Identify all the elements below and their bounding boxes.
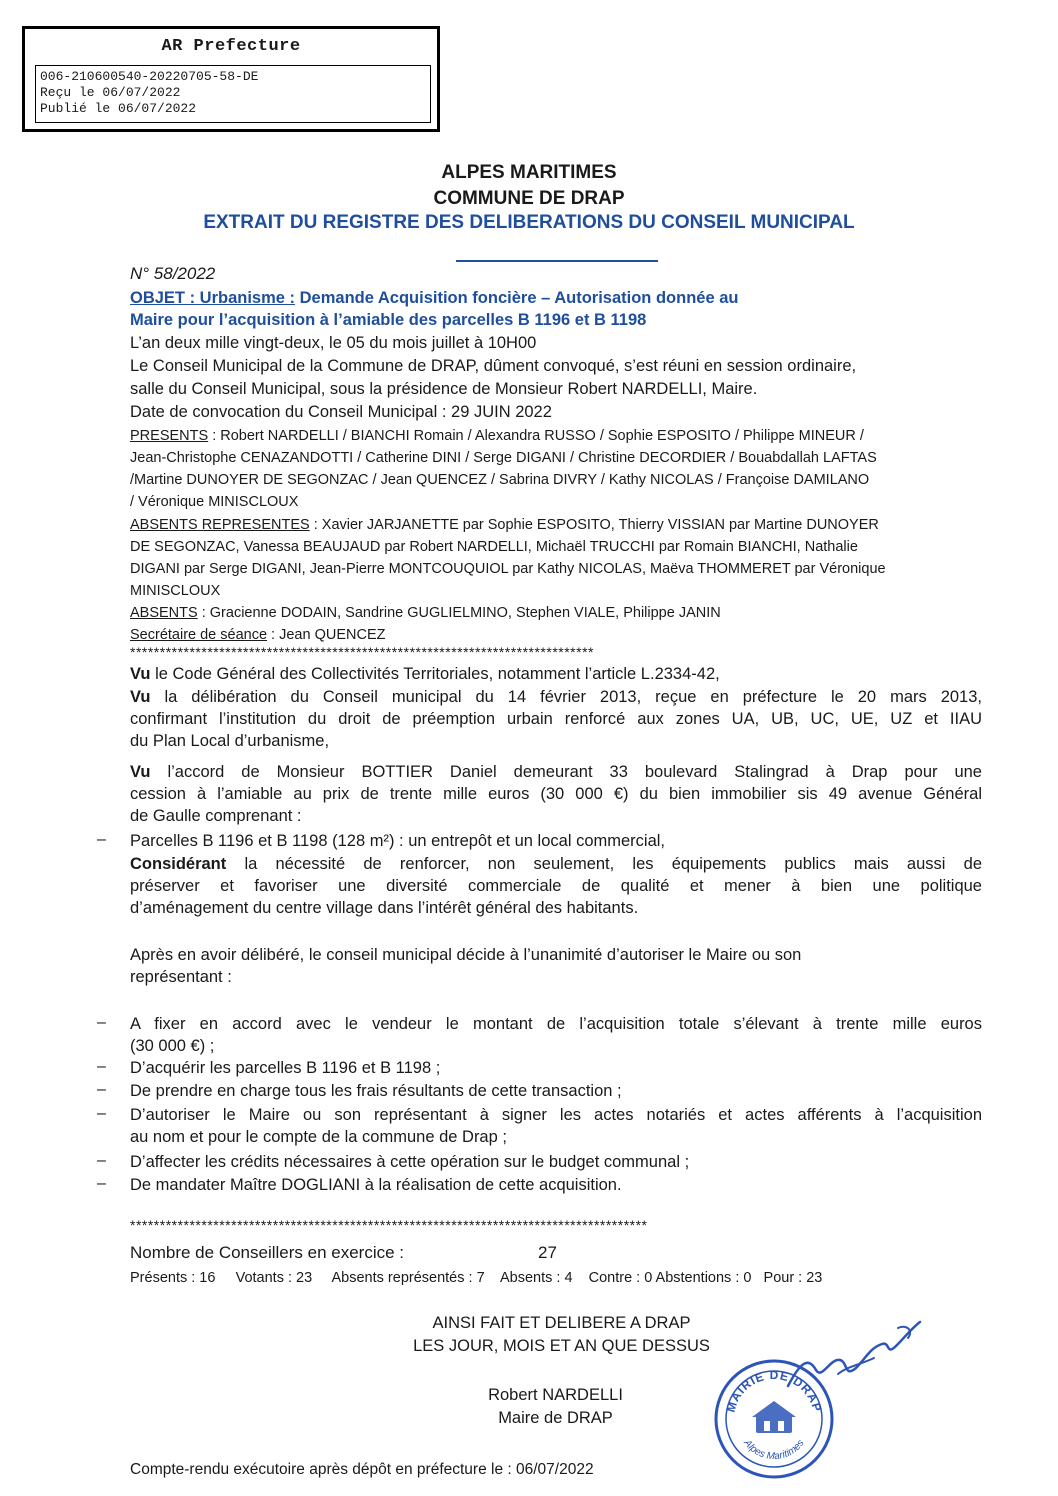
ar-received-date: Reçu le 06/07/2022: [40, 85, 181, 100]
decision-item-6: De mandater Maître DOGLIANI à la réalisation de cette acquisition.: [130, 1176, 622, 1194]
convocation-date: Date de convocation du Conseil Municipal : 29 JUIN 2022: [130, 403, 552, 421]
decision-line-2: représentant :: [130, 968, 232, 986]
bullet-dash: –: [97, 1175, 106, 1192]
absents-text: : Gracienne DODAIN, Sandrine GUGLIELMINO, Stephen VIALE, Philippe JANIN: [197, 605, 721, 621]
ar-title: AR Prefecture: [161, 37, 301, 56]
bullet-dash: –: [97, 1081, 106, 1098]
footer-executory: Compte-rendu exécutoire après dépôt en préfecture le : 06/07/2022: [130, 1461, 594, 1478]
vu-2-line-1: [130, 687, 982, 708]
object-label: OBJET : Urbanisme :: [130, 289, 296, 307]
considerant-label: Considérant: [130, 855, 227, 873]
date-line: L’an deux mille vingt-deux, le 05 du mois juillet à 10H00: [130, 334, 537, 352]
vu1-text: le Code Général des Collectivités Territoriales, notamment l’article L.2334-42,: [150, 665, 720, 683]
object-line-2: Maire pour l’acquisition à l’amiable des parcelles B 1196 et B 1198: [130, 311, 647, 329]
intro-line-1: Le Conseil Municipal de la Commune de DRAP, dûment convoqué, s’est réuni en session ordinaire,: [130, 357, 857, 375]
closing-line-1: AINSI FAIT ET DELIBERE A DRAP: [432, 1314, 691, 1332]
ar-published-date: Publié le 06/07/2022: [40, 101, 197, 116]
considerant-line-2: préserver et favoriser une diversité commerciale de qualité et mener à bien une politique: [130, 877, 982, 895]
ar-reference: 006-210600540-20220705-58-DE: [40, 69, 259, 84]
decision-item-3: De prendre en charge tous les frais résultants de cette transaction ;: [130, 1082, 622, 1100]
vote-summary: Présents : 16 Votants : 23 Absents représentés : 7 Absents : 4 Contre : 0 Abstentions : 0 Pour : 23: [130, 1270, 823, 1286]
absents-rep-text-1: : Xavier JARJANETTE par Sophie ESPOSITO, Thierry VISSIAN par Martine DUNOYER: [309, 517, 879, 533]
presents-line-3: /Martine DUNOYER DE SEGONZAC / Jean QUENCEZ / Sabrina DIVRY / Kathy NICOLAS / Françoise DAMILANO: [130, 472, 870, 488]
parcel-line: Parcelles B 1196 et B 1198 (128 m²) : un entrepôt et un local commercial,: [130, 832, 665, 850]
decision-item-5: D’affecter les crédits nécessaires à cette opération sur le budget communal ;: [130, 1153, 690, 1171]
absents-rep-label: ABSENTS REPRESENTES: [130, 517, 310, 533]
absents-rep-line-4: MINISCLOUX: [130, 583, 221, 599]
vu-3-line-2: cession à l’amiable au prix de trente mille euros (30 000 €) du bien immobilier sis 49 avenue Général: [130, 785, 982, 803]
considerant-line-3: d’aménagement du centre village dans l’intérêt général des habitants.: [130, 899, 639, 917]
absents-rep-line-1: [130, 515, 879, 536]
department-title: ALPES MARITIMES: [441, 162, 617, 183]
intro-line-2: salle du Conseil Municipal, sous la présidence de Monsieur Robert NARDELLI, Maire.: [130, 380, 758, 398]
decision-line-1: Après en avoir délibéré, le conseil municipal décide à l’unanimité d’autoriser le Maire ou son: [130, 946, 802, 964]
vu-3-line-1: [130, 762, 982, 783]
councillors-value: 27: [538, 1243, 557, 1262]
absents-line: [130, 603, 721, 624]
vu-3-line-3: de Gaulle comprenant :: [130, 807, 302, 825]
bullet-dash: –: [97, 1058, 106, 1075]
vu3-text-1: l’accord de Monsieur BOTTIER Daniel demeurant 33 boulevard Stalingrad à Drap pour une: [150, 763, 982, 781]
vu2-label: Vu: [130, 688, 151, 706]
secretary-label: Secrétaire de séance: [130, 627, 268, 643]
mayor-title: Maire de DRAP: [498, 1409, 613, 1427]
register-title: EXTRAIT DU REGISTRE DES DELIBERATIONS DU CONSEIL MUNICIPAL: [203, 212, 855, 233]
presents-line-1: [130, 426, 864, 447]
absents-rep-line-3: DIGANI par Serge DIGANI, Jean-Pierre MONTCOUQUIOL par Kathy NICOLAS, Maëva THOMMERET par Véronique: [130, 561, 886, 577]
bullet-dash: –: [97, 1105, 106, 1122]
vu-line-1: [130, 664, 720, 685]
ar-details: [35, 65, 431, 123]
presents-text-1: : Robert NARDELLI / BIANCHI Romain / Alexandra RUSSO / Sophie ESPOSITO / Philippe MINEUR /: [208, 428, 864, 444]
mayor-name: Robert NARDELLI: [488, 1386, 623, 1404]
bullet-dash: –: [97, 1152, 106, 1169]
absents-label: ABSENTS: [130, 605, 198, 621]
commune-title: COMMUNE DE DRAP: [433, 188, 625, 209]
vu-2-line-3: du Plan Local d’urbanisme,: [130, 732, 330, 750]
vu1-label: Vu: [130, 665, 151, 683]
stamp-top-text: MAIRIE DE DRAP: [723, 1367, 825, 1414]
vu-2-line-2: confirmant l’institution du droit de préemption urbain renforcé aux zones UA, UB, UC, UE, UZ et IIAU: [130, 710, 982, 728]
mayor-signature: [778, 1308, 928, 1398]
decision-item-4-cont: au nom et pour le compte de la commune de Drap ;: [130, 1128, 507, 1146]
object-text-1: Demande Acquisition foncière – Autorisation donnée au: [299, 289, 739, 307]
presents-label: PRESENTS: [130, 428, 209, 444]
secretary-text: : Jean QUENCEZ: [267, 627, 386, 643]
presents-line-2: Jean-Christophe CENAZANDOTTI / Catherine DINI / Serge DIGANI / Christine DECORDIER / Bouabdallah LAFTAS: [130, 450, 877, 466]
considerant-text-1: la nécessité de renforcer, non seulement, les équipements publics mais aussi de: [226, 855, 982, 873]
vu3-label: Vu: [130, 763, 151, 781]
decision-item-4: D’autoriser le Maire ou son représentant à signer les actes notariés et actes afférents à l’acquisition: [130, 1106, 982, 1124]
separator-stars-1: ******************************************************************************: [130, 644, 594, 660]
secretary-line: [130, 625, 385, 646]
closing-line-2: LES JOUR, MOIS ET AN QUE DESSUS: [413, 1337, 710, 1355]
decision-item-1: A fixer en accord avec le vendeur le montant de l’acquisition totale s’élevant à trente mille euros: [130, 1015, 982, 1033]
separator-stars-2: ***************************************************************************************: [130, 1217, 648, 1233]
councillors-label: Nombre de Conseillers en exercice :: [130, 1243, 405, 1262]
bullet-dash: –: [97, 1014, 106, 1031]
decision-item-2: D’acquérir les parcelles B 1196 et B 1198 ;: [130, 1059, 441, 1077]
header-divider: [456, 260, 658, 262]
stamp-bottom-text: Alpes Maritimes: [741, 1437, 807, 1463]
ar-prefecture-box: [22, 26, 440, 132]
considerant-line-1: [130, 854, 982, 875]
svg-text:Alpes Maritimes: [741, 1437, 807, 1462]
decision-item-1-cont: (30 000 €) ;: [130, 1037, 215, 1055]
vu2-text-1: la délibération du Conseil municipal du 14 février 2013, reçue en préfecture le 20 mars 2013,: [150, 688, 982, 706]
absents-rep-line-2: DE SEGONZAC, Vanessa BEAUJAUD par Robert NARDELLI, Michaël TRUCCHI par Romain BIANCHI, Nathalie: [130, 539, 858, 555]
bullet-dash: –: [97, 831, 106, 848]
deliberation-number: N° 58/2022: [130, 264, 216, 283]
presents-line-4: / Véronique MINISCLOUX: [130, 494, 299, 510]
object-line-1: [130, 288, 738, 309]
